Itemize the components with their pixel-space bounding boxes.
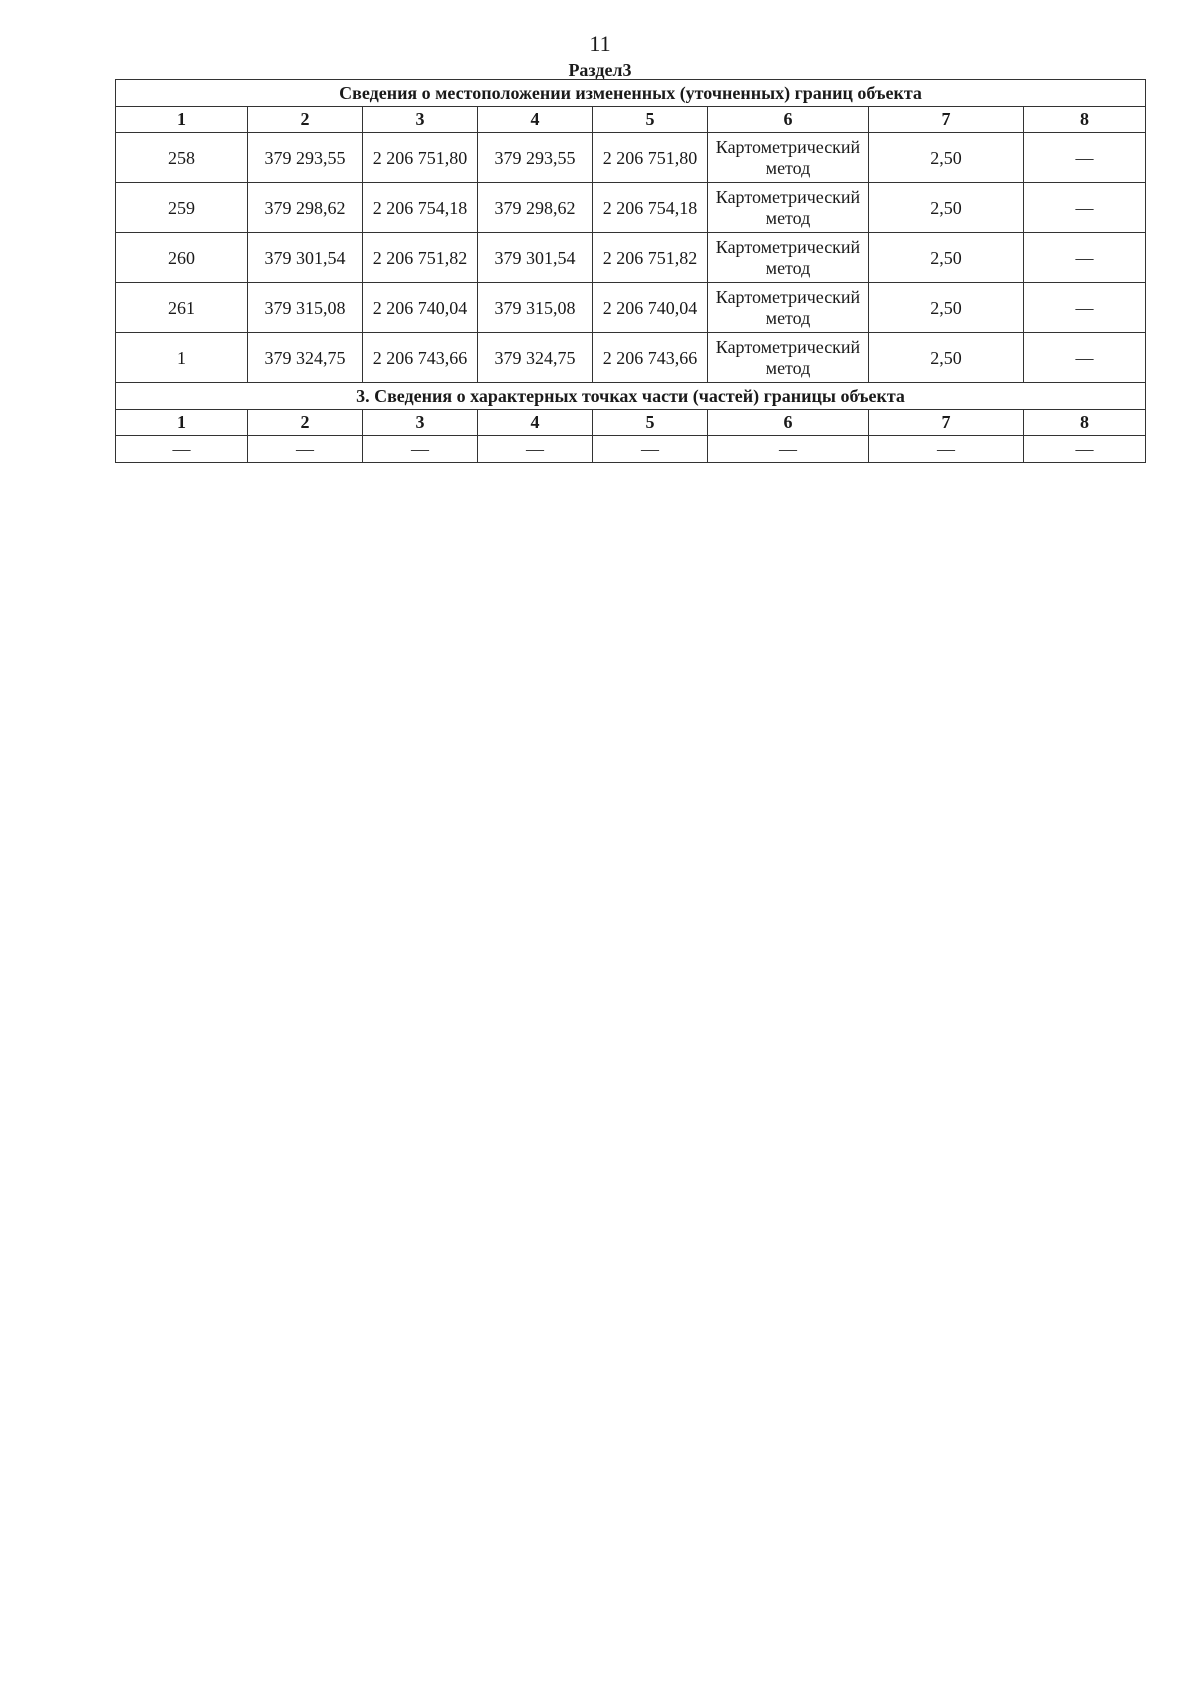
table-cell: 2,50 — [869, 333, 1024, 383]
table-title-boundaries-cell: Сведения о местоположении измененных (уточненных) границ объекта — [116, 80, 1146, 107]
table-title-part-points-cell: 3. Сведения о характерных точках части (частей) границы объекта — [116, 383, 1146, 410]
column-number-cell: 2 — [248, 107, 363, 133]
method-cell: Картометрический метод — [708, 133, 869, 183]
empty-cell: — — [363, 436, 478, 463]
table-cell: 2,50 — [869, 133, 1024, 183]
table-cell: 2,50 — [869, 283, 1024, 333]
table-cell: 2,50 — [869, 233, 1024, 283]
table-cell: — — [1024, 283, 1146, 333]
table-cell: — — [1024, 333, 1146, 383]
column-number-cell: 3 — [363, 107, 478, 133]
table-cell: 379 293,55 — [478, 133, 593, 183]
table-cell: 2 206 754,18 — [593, 183, 708, 233]
empty-cell: — — [248, 436, 363, 463]
column-number-cell: 3 — [363, 410, 478, 436]
table-cell: 2 206 751,80 — [363, 133, 478, 183]
table-cell: 259 — [116, 183, 248, 233]
method-cell: Картометрический метод — [708, 183, 869, 233]
method-cell: Картометрический метод — [708, 233, 869, 283]
table-cell: 258 — [116, 133, 248, 183]
column-number-cell: 1 — [116, 107, 248, 133]
empty-cell: — — [478, 436, 593, 463]
column-number-cell: 8 — [1024, 107, 1146, 133]
column-number-cell: 6 — [708, 107, 869, 133]
table-cell: 379 293,55 — [248, 133, 363, 183]
column-number-cell: 5 — [593, 107, 708, 133]
table-cell: — — [1024, 233, 1146, 283]
table-cell: 2 206 751,82 — [593, 233, 708, 283]
method-cell: Картометрический метод — [708, 283, 869, 333]
column-number-row — [116, 107, 1146, 133]
column-number-row-2 — [116, 410, 1146, 436]
empty-cell: — — [1024, 436, 1146, 463]
table-cell: 379 298,62 — [248, 183, 363, 233]
table-cell: 2 206 754,18 — [363, 183, 478, 233]
table-title-boundaries — [116, 80, 1146, 107]
table-cell: 2 206 740,04 — [363, 283, 478, 333]
table-cell: 379 301,54 — [248, 233, 363, 283]
table-title-part-points — [116, 383, 1146, 410]
empty-cell: — — [593, 436, 708, 463]
table-cell: 261 — [116, 283, 248, 333]
column-number-cell: 5 — [593, 410, 708, 436]
column-number-cell: 1 — [116, 410, 248, 436]
column-number-cell: 4 — [478, 410, 593, 436]
empty-cell: — — [116, 436, 248, 463]
empty-cell: — — [869, 436, 1024, 463]
table-cell: 379 315,08 — [478, 283, 593, 333]
table-row — [116, 283, 1146, 333]
table-cell: 2 206 751,82 — [363, 233, 478, 283]
table-cell: 2 206 740,04 — [593, 283, 708, 333]
table-cell: 379 298,62 — [478, 183, 593, 233]
table-row — [116, 133, 1146, 183]
table-cell: 2 206 743,66 — [593, 333, 708, 383]
table-cell: 379 324,75 — [248, 333, 363, 383]
method-cell: Картометрический метод — [708, 333, 869, 383]
table-cell: 2,50 — [869, 183, 1024, 233]
table-body — [116, 80, 1146, 463]
column-number-cell: 4 — [478, 107, 593, 133]
table-cell: 1 — [116, 333, 248, 383]
column-number-cell: 7 — [869, 107, 1024, 133]
column-number-cell: 7 — [869, 410, 1024, 436]
table-row — [116, 233, 1146, 283]
column-number-cell: 2 — [248, 410, 363, 436]
table-row-empty — [116, 436, 1146, 463]
table-cell: 379 301,54 — [478, 233, 593, 283]
column-number-cell: 8 — [1024, 410, 1146, 436]
table-cell: 2 206 743,66 — [363, 333, 478, 383]
table-cell: 260 — [116, 233, 248, 283]
table-row — [116, 333, 1146, 383]
table-cell: 2 206 751,80 — [593, 133, 708, 183]
table-cell: — — [1024, 183, 1146, 233]
table-cell: 379 324,75 — [478, 333, 593, 383]
page-number: 11 — [589, 31, 611, 56]
table-cell: 379 315,08 — [248, 283, 363, 333]
column-number-cell: 6 — [708, 410, 869, 436]
empty-cell: — — [708, 436, 869, 463]
boundary-table — [115, 79, 1146, 463]
table-cell: — — [1024, 133, 1146, 183]
table-row — [116, 183, 1146, 233]
section-label: Раздел3 — [568, 60, 632, 80]
